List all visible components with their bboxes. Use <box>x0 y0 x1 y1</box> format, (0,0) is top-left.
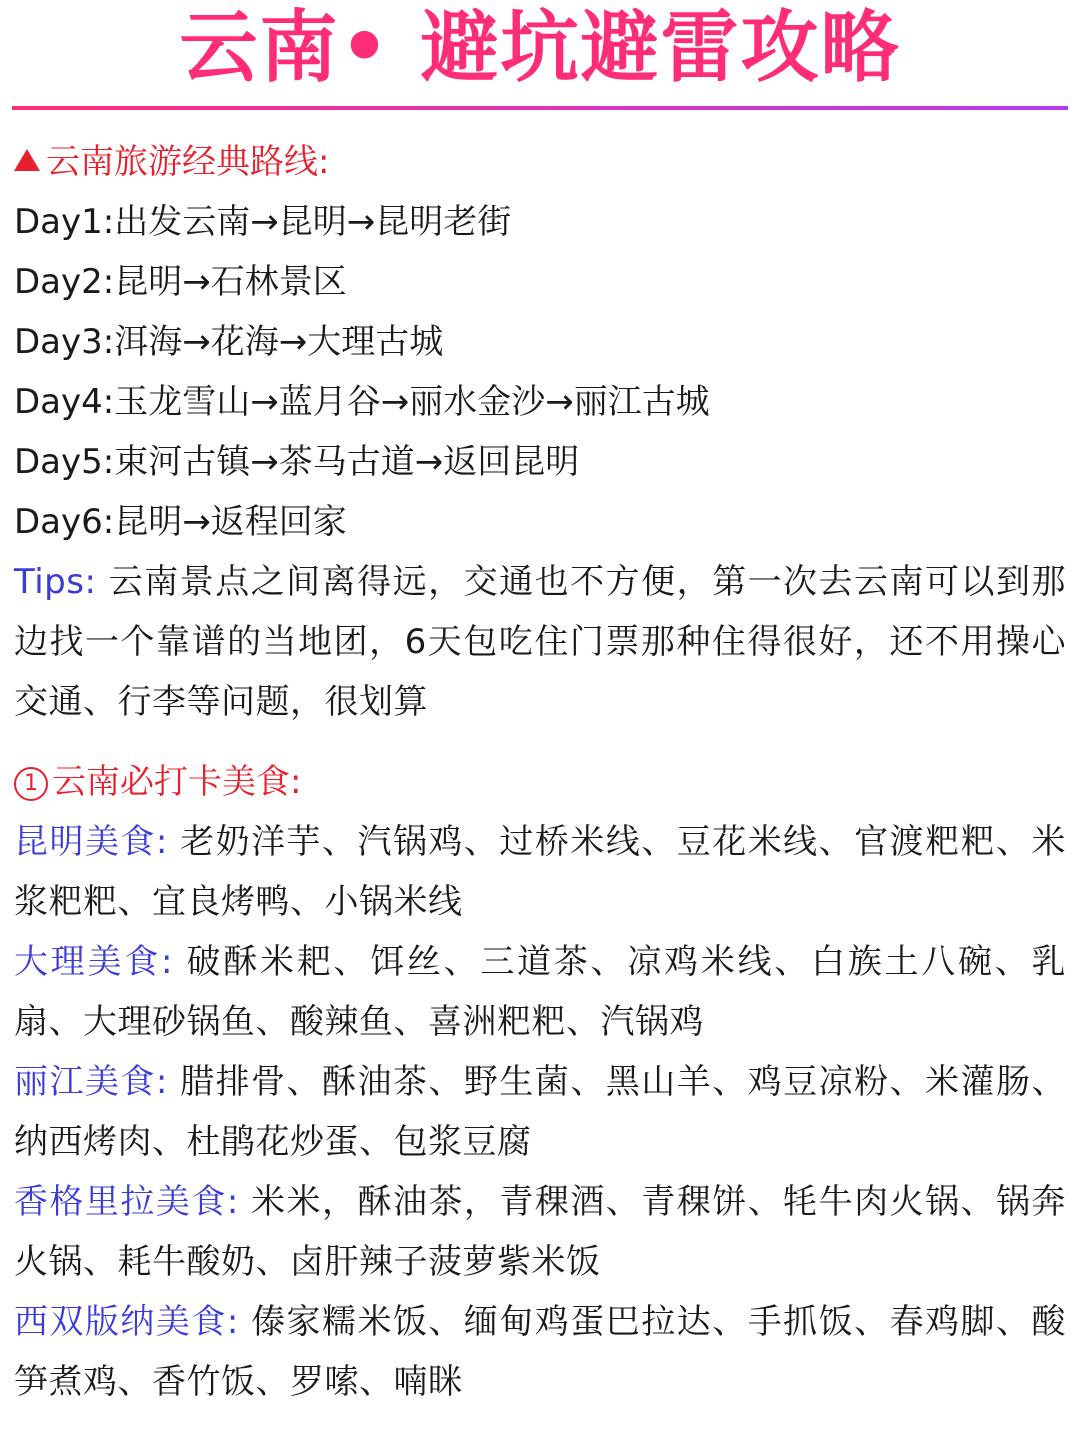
food-label: 大理美食: <box>14 942 173 982</box>
title-divider <box>12 106 1068 110</box>
triangle-icon <box>14 149 40 171</box>
food-heading-text: 云南必打卡美食: <box>52 762 302 802</box>
food-label: 香格里拉美食: <box>14 1182 239 1222</box>
page-title: 云南• 避坑避雷攻略 <box>179 3 901 93</box>
food-item-kunming <box>14 812 1066 932</box>
route-day-1: Day1:出发云南→昆明→昆明老街 <box>14 202 512 242</box>
food-text: 老奶洋芋、汽锅鸡、过桥米线、豆花米线、官渡粑粑、米浆粑粑、宜良烤鸭、小锅米线 <box>14 822 1066 922</box>
food-label: 丽江美食: <box>14 1062 168 1102</box>
route-day-2: Day2:昆明→石林景区 <box>14 262 347 302</box>
food-text: 破酥米耙、饵丝、三道茶、凉鸡米线、白族土八碗、乳扇、大理砂锅鱼、酸辣鱼、喜洲粑粑、汽锅鸡 <box>14 942 1066 1042</box>
food-label: 西双版纳美食: <box>14 1302 239 1342</box>
route-heading-text: 云南旅游经典路线: <box>46 142 330 182</box>
route-day-3: Day3:洱海→花海→大理古城 <box>14 322 444 362</box>
route-day-4: Day4:玉龙雪山→蓝月谷→丽水金沙→丽江古城 <box>14 382 710 422</box>
tips-paragraph <box>14 552 1066 732</box>
route-day-6: Day6:昆明→返程回家 <box>14 502 347 542</box>
food-item-shangrila <box>14 1172 1066 1292</box>
food-item-dali <box>14 932 1066 1052</box>
tips-label: Tips: <box>14 562 97 602</box>
food-item-lijiang <box>14 1052 1066 1172</box>
food-text: 米米，酥油茶，青稞酒、青稞饼、牦牛肉火锅、锅奔火锅、耗牛酸奶、卤肝辣子菠萝紫米饭 <box>14 1182 1066 1282</box>
food-text: 傣家糯米饭、缅甸鸡蛋巴拉达、手抓饭、春鸡脚、酸笋煮鸡、香竹饭、罗嗦、喃眯 <box>14 1302 1066 1402</box>
content <box>14 132 1066 1412</box>
route-day-5: Day5:束河古镇→茶马古道→返回昆明 <box>14 442 580 482</box>
food-heading <box>14 752 1066 812</box>
food-item-xishuangbanna <box>14 1292 1066 1412</box>
food-text: 腊排骨、酥油茶、野生菌、黑山羊、鸡豆凉粉、米灌肠、纳西烤肉、杜鹃花炒蛋、包浆豆腐 <box>14 1062 1066 1162</box>
route-heading <box>14 132 1066 192</box>
circled-number-icon: 1 <box>14 767 48 801</box>
food-label: 昆明美食: <box>14 822 168 862</box>
tips-text: 云南景点之间离得远，交通也不方便，第一次去云南可以到那边找一个靠谱的当地团，6天包吃住门票那种住得很好，还不用操心交通、行李等问题，很划算 <box>14 562 1066 722</box>
section-gap <box>14 732 1066 752</box>
